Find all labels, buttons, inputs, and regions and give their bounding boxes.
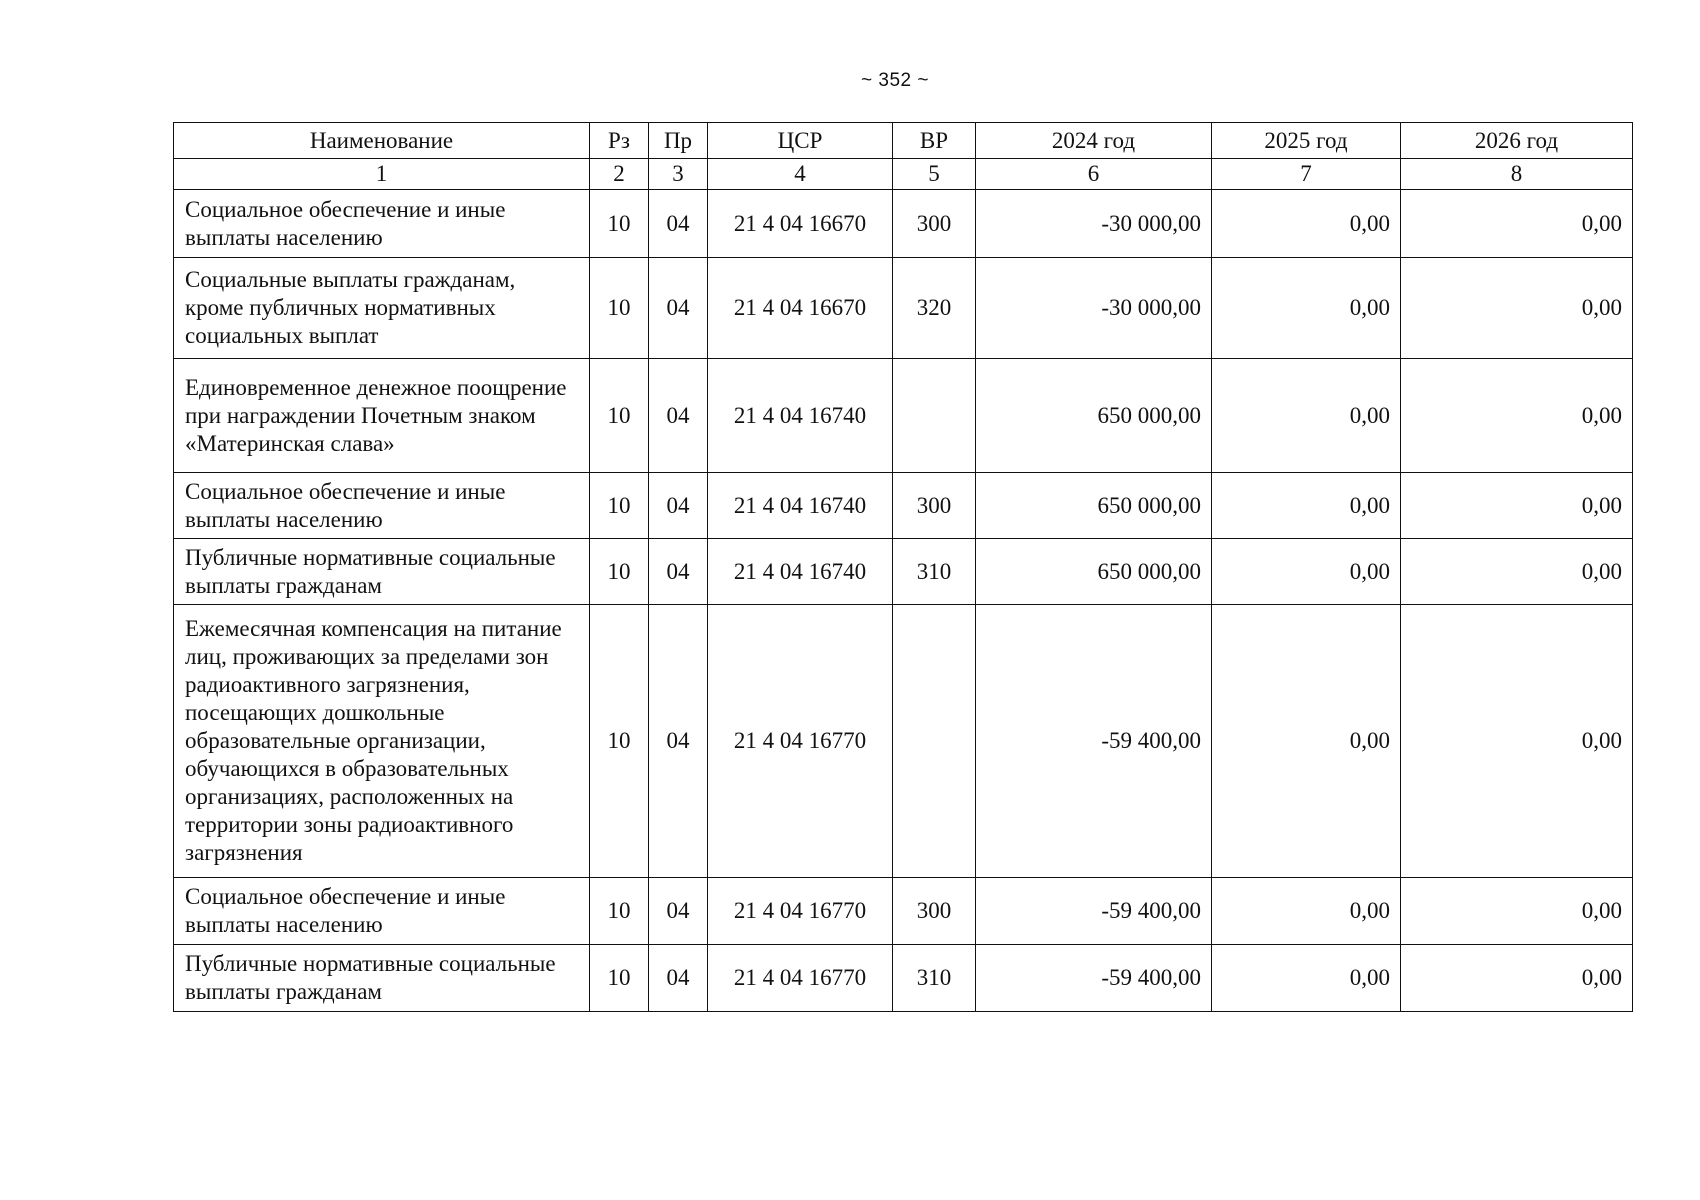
header-csr: ЦСР bbox=[708, 123, 893, 159]
row-vr: 300 bbox=[893, 190, 976, 258]
row-pr: 04 bbox=[649, 945, 708, 1012]
row-amount-2025: 0,00 bbox=[1212, 190, 1401, 258]
row-csr: 21 4 04 16740 bbox=[708, 359, 893, 473]
column-number: 2 bbox=[590, 159, 649, 190]
row-pr: 04 bbox=[649, 190, 708, 258]
row-name: Публичные нормативные социальные выплаты гражданам bbox=[174, 539, 590, 605]
column-number: 7 bbox=[1212, 159, 1401, 190]
header-2024: 2024 год bbox=[976, 123, 1212, 159]
page-number: ~ 352 ~ bbox=[861, 70, 929, 91]
row-amount-2024: -30 000,00 bbox=[976, 258, 1212, 359]
table-row bbox=[174, 539, 1633, 605]
row-csr: 21 4 04 16770 bbox=[708, 605, 893, 878]
row-amount-2024: 650 000,00 bbox=[976, 359, 1212, 473]
header-rz: Рз bbox=[590, 123, 649, 159]
column-number: 8 bbox=[1401, 159, 1633, 190]
row-amount-2026: 0,00 bbox=[1401, 473, 1633, 539]
row-amount-2024: -59 400,00 bbox=[976, 878, 1212, 945]
row-amount-2025: 0,00 bbox=[1212, 945, 1401, 1012]
table-row bbox=[174, 359, 1633, 473]
row-vr bbox=[893, 359, 976, 473]
row-rz: 10 bbox=[590, 878, 649, 945]
row-amount-2024: 650 000,00 bbox=[976, 473, 1212, 539]
row-pr: 04 bbox=[649, 878, 708, 945]
row-name: Социальные выплаты гражданам, кроме публичных нормативных социальных выплат bbox=[174, 258, 590, 359]
row-name: Единовременное денежное поощрение при награждении Почетным знаком «Материнская слава» bbox=[174, 359, 590, 473]
row-rz: 10 bbox=[590, 190, 649, 258]
row-pr: 04 bbox=[649, 605, 708, 878]
header-name: Наименование bbox=[174, 123, 590, 159]
row-amount-2026: 0,00 bbox=[1401, 258, 1633, 359]
row-vr: 310 bbox=[893, 539, 976, 605]
table-row bbox=[174, 945, 1633, 1012]
table-row bbox=[174, 258, 1633, 359]
row-amount-2024: -59 400,00 bbox=[976, 605, 1212, 878]
row-pr: 04 bbox=[649, 258, 708, 359]
row-name: Социальное обеспечение и иные выплаты населению bbox=[174, 878, 590, 945]
header-vr: ВР bbox=[893, 123, 976, 159]
row-amount-2026: 0,00 bbox=[1401, 878, 1633, 945]
row-rz: 10 bbox=[590, 473, 649, 539]
row-vr: 300 bbox=[893, 473, 976, 539]
row-amount-2026: 0,00 bbox=[1401, 945, 1633, 1012]
row-name: Социальное обеспечение и иные выплаты населению bbox=[174, 473, 590, 539]
row-name: Ежемесячная компенсация на питание лиц, проживающих за пределами зон радиоактивного загрязнения, посещающих дошкольные образовательные организации, обучающихся в образовательных организациях, расположенных на территории зоны радиоактивного загрязнения bbox=[174, 605, 590, 878]
row-pr: 04 bbox=[649, 359, 708, 473]
row-vr: 310 bbox=[893, 945, 976, 1012]
row-csr: 21 4 04 16670 bbox=[708, 258, 893, 359]
row-vr: 300 bbox=[893, 878, 976, 945]
column-number-row bbox=[174, 159, 1633, 190]
row-amount-2024: -59 400,00 bbox=[976, 945, 1212, 1012]
row-csr: 21 4 04 16740 bbox=[708, 473, 893, 539]
row-amount-2026: 0,00 bbox=[1401, 359, 1633, 473]
row-csr: 21 4 04 16770 bbox=[708, 878, 893, 945]
row-amount-2026: 0,00 bbox=[1401, 605, 1633, 878]
row-name: Социальное обеспечение и иные выплаты населению bbox=[174, 190, 590, 258]
column-number: 3 bbox=[649, 159, 708, 190]
row-amount-2024: -30 000,00 bbox=[976, 190, 1212, 258]
table-row bbox=[174, 190, 1633, 258]
row-vr: 320 bbox=[893, 258, 976, 359]
row-amount-2025: 0,00 bbox=[1212, 539, 1401, 605]
column-number: 5 bbox=[893, 159, 976, 190]
row-rz: 10 bbox=[590, 359, 649, 473]
row-csr: 21 4 04 16670 bbox=[708, 190, 893, 258]
row-pr: 04 bbox=[649, 473, 708, 539]
column-number: 1 bbox=[174, 159, 590, 190]
row-amount-2024: 650 000,00 bbox=[976, 539, 1212, 605]
row-amount-2025: 0,00 bbox=[1212, 359, 1401, 473]
row-csr: 21 4 04 16770 bbox=[708, 945, 893, 1012]
table-row bbox=[174, 605, 1633, 878]
row-amount-2026: 0,00 bbox=[1401, 539, 1633, 605]
row-rz: 10 bbox=[590, 258, 649, 359]
table-row bbox=[174, 473, 1633, 539]
row-rz: 10 bbox=[590, 605, 649, 878]
row-amount-2026: 0,00 bbox=[1401, 190, 1633, 258]
row-name: Публичные нормативные социальные выплаты гражданам bbox=[174, 945, 590, 1012]
row-amount-2025: 0,00 bbox=[1212, 605, 1401, 878]
header-2026: 2026 год bbox=[1401, 123, 1633, 159]
row-rz: 10 bbox=[590, 539, 649, 605]
column-number: 4 bbox=[708, 159, 893, 190]
budget-table bbox=[173, 122, 1633, 1012]
row-amount-2025: 0,00 bbox=[1212, 878, 1401, 945]
header-pr: Пр bbox=[649, 123, 708, 159]
row-amount-2025: 0,00 bbox=[1212, 258, 1401, 359]
row-amount-2025: 0,00 bbox=[1212, 473, 1401, 539]
header-2025: 2025 год bbox=[1212, 123, 1401, 159]
row-rz: 10 bbox=[590, 945, 649, 1012]
row-vr bbox=[893, 605, 976, 878]
header-row bbox=[174, 123, 1633, 159]
table-row bbox=[174, 878, 1633, 945]
column-number: 6 bbox=[976, 159, 1212, 190]
row-csr: 21 4 04 16740 bbox=[708, 539, 893, 605]
row-pr: 04 bbox=[649, 539, 708, 605]
